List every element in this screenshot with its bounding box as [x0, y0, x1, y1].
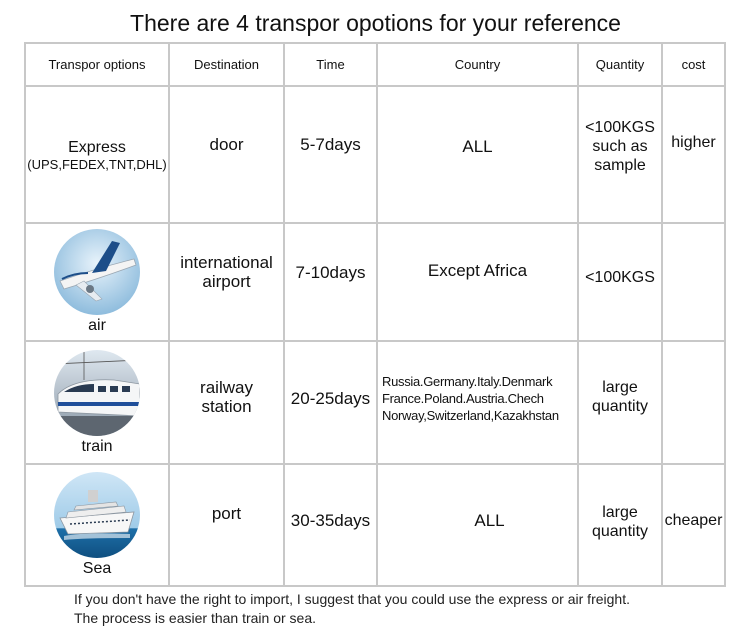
quantity-cell: [578, 341, 662, 464]
table-row: [25, 223, 725, 341]
quantity-cell: [578, 86, 662, 223]
cost-cell: [662, 464, 725, 586]
table-row: [25, 86, 725, 223]
quantity-line: sample: [594, 157, 646, 174]
destination-line: airport: [202, 272, 251, 291]
sea-label: Sea: [82, 560, 112, 577]
header-time: Time: [284, 43, 377, 86]
cost-text: cheaper: [664, 511, 723, 529]
quantity-text-group: [579, 503, 661, 541]
air-label: air: [88, 317, 106, 334]
time-text: 20-25days: [290, 389, 371, 408]
train-icon-wrap: [26, 350, 168, 456]
cost-cell: [662, 223, 725, 341]
destination-cell: [169, 341, 284, 464]
country-text: Except Africa: [427, 260, 528, 280]
quantity-line: <100KGS: [585, 119, 655, 136]
cost-cell: [662, 86, 725, 223]
sea-icon-wrap: [26, 472, 168, 578]
destination-cell: [169, 223, 284, 341]
country-text: ALL: [474, 510, 505, 530]
time-cell: [284, 341, 377, 464]
quantity-text: <100KGS: [585, 268, 655, 286]
header-destination: Destination: [169, 43, 284, 86]
header-cost: cost: [662, 43, 725, 86]
time-text: 7-10days: [295, 262, 366, 282]
quantity-text-group: [579, 378, 661, 416]
country-line: Russia.Germany.Italy.Denmark: [382, 374, 553, 389]
time-cell: [284, 464, 377, 586]
quantity-line: quantity: [591, 397, 649, 415]
destination-text: port: [211, 503, 242, 523]
footer-line: The process is easier than train or sea.: [74, 610, 317, 626]
quantity-line: large: [602, 378, 638, 396]
country-cell: [377, 223, 578, 341]
country-cell: [377, 86, 578, 223]
destination-cell: [169, 86, 284, 223]
destination-text-group: [170, 253, 283, 291]
time-cell: [284, 86, 377, 223]
ship-icon: [54, 472, 140, 558]
sea-option-cell: [25, 464, 169, 586]
cost-cell: [662, 341, 725, 464]
express-option-cell: [25, 86, 169, 223]
train-label: train: [81, 437, 113, 455]
time-cell: [284, 223, 377, 341]
train-icon: [54, 350, 140, 436]
destination-text-group: [170, 378, 283, 416]
quantity-text-group: [579, 118, 661, 175]
cost-text: higher: [671, 134, 716, 151]
destination-line: station: [201, 396, 252, 416]
quantity-line: large: [602, 504, 638, 521]
time-text: 30-35days: [290, 510, 371, 530]
time-text: 5-7days: [300, 135, 361, 154]
country-text: ALL: [462, 137, 493, 156]
table-header-row: [25, 43, 725, 86]
country-line: Norway,Switzerland,Kazakhstan: [382, 408, 559, 423]
air-icon-wrap: [26, 229, 168, 335]
express-carriers: (UPS,FEDEX,TNT,DHL): [27, 156, 167, 172]
quantity-line: quantity: [591, 523, 649, 540]
train-option-cell: [25, 341, 169, 464]
header-quantity: Quantity: [578, 43, 662, 86]
country-list: [382, 373, 577, 424]
table-row: [25, 464, 725, 586]
destination-line: railway: [200, 377, 253, 397]
air-option-cell: [25, 223, 169, 341]
quantity-cell: [578, 223, 662, 341]
quantity-cell: [578, 464, 662, 586]
destination-cell: [169, 464, 284, 586]
footer-line: If you don't have the right to import, I suggest that you could use the express or air freight.: [74, 591, 630, 607]
footer-note: [74, 590, 630, 628]
country-line: France.Poland.Austria.Chech: [382, 391, 544, 406]
country-cell: [377, 464, 578, 586]
header-transport-options: Transpor options: [25, 43, 169, 86]
page-title: There are 4 transpor opotions for your reference: [130, 10, 621, 36]
airplane-icon: [54, 229, 140, 315]
header-country: Country: [377, 43, 578, 86]
transport-options-table: [24, 42, 726, 587]
country-cell: [377, 341, 578, 464]
express-label: Express: [68, 138, 126, 156]
destination-line: international: [180, 253, 273, 272]
quantity-line: such as: [592, 138, 648, 155]
table-row: [25, 341, 725, 464]
destination-text: door: [209, 135, 244, 154]
